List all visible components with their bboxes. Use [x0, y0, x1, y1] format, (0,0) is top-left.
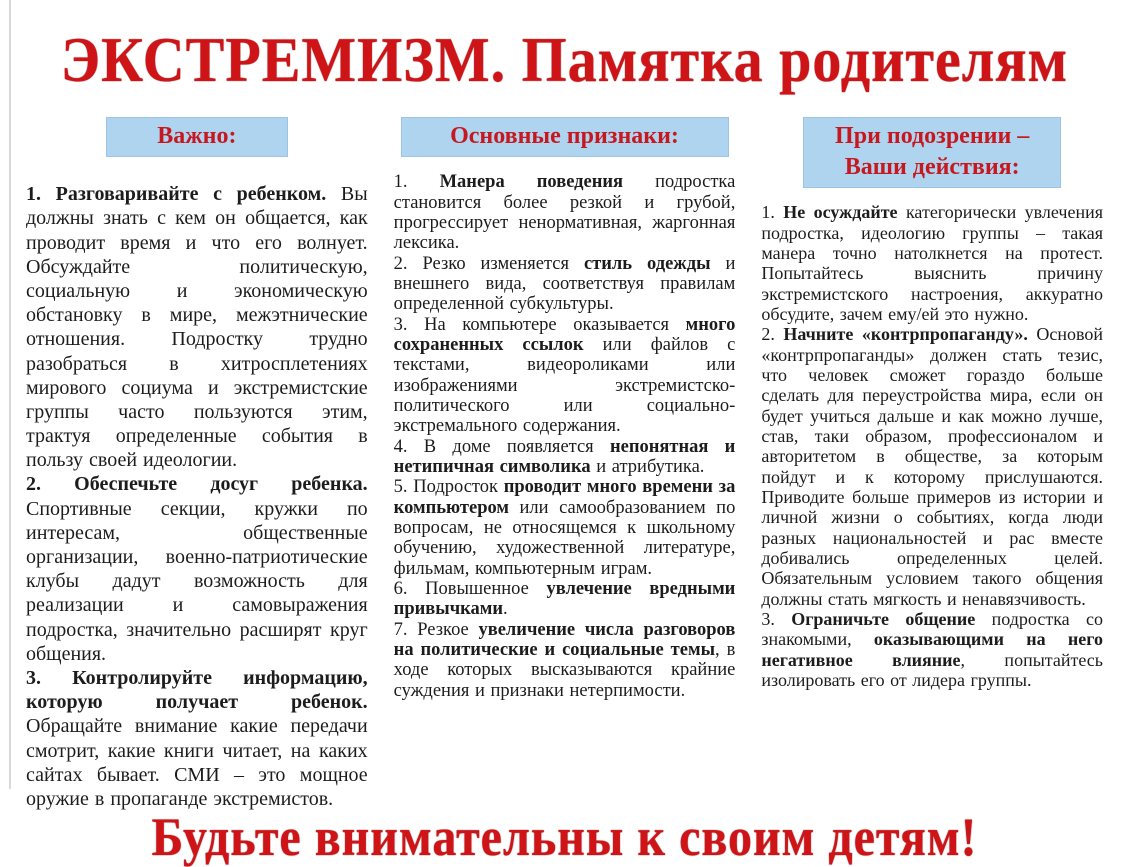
- poster-footer: Будьте внимательны к своим детям!: [151, 807, 978, 867]
- paragraph: 5. Подросток проводит много времени за компьютером или самообразованием по вопросам, не относящемся к школьному обучению, художественной литературе, фильмам, компьютерным играм.: [393, 477, 736, 579]
- column-header-important: Важно:: [107, 118, 287, 156]
- paragraph: 1. Не осуждайте категорически увлечения подростка, идеологию группы – такая манера точно натолкнется на протест. Попытайтесь выяснить причину экстремистского настроения, аккуратно обсудите, зачем ему/ей это нужно.: [761, 202, 1104, 325]
- paragraph: 1. Разговаривайте с ребенком. Вы должны знать с кем он общается, как проводит время и что его волнует. Обсуждайте политическую, социальную и экономическую обстановку в мире, межэтнические отношения. Подростку трудно разобраться в хитросплетениях мирового социума и экстремистские группы часто пользуются этим, трактуя определенные события в пользу своей идеологии.: [26, 183, 368, 472]
- column-signs: [394, 118, 736, 811]
- poster-title: ЭКСТРЕМИЗМ. Памятка родителям: [60, 23, 1069, 96]
- column-body-signs: [394, 172, 736, 701]
- column-important: [26, 118, 368, 811]
- column-body-actions: [761, 202, 1103, 690]
- paragraph: 2. Обеспечьте досуг ребенка. Спортивные секции, кружки по интересам, общественные организации, военно-патриотические клубы дадут возможность для реализации и самовыражения подростка, значительно расширят круг общения.: [26, 473, 368, 665]
- column-body-important: [26, 182, 368, 811]
- paragraph: 7. Резкое увеличение числа разговоров на политические и социальные темы, в ходе которых высказываются крайние суждения и признаки нетерпимости.: [393, 619, 736, 701]
- paragraph: 6. Повышенное увлечение вредными привычками.: [393, 579, 736, 620]
- paragraph: 1. Манера поведения подростка становится более резкой и грубой, прогрессирует ненормативная, жаргонная лексика.: [393, 172, 736, 254]
- paragraph: 3. Контролируйте информацию, которую получает ребенок. Обращайте внимание какие передачи смотрит, какие книги читает, на каких сайтах бывает. СМИ – это мощное оружие в пропаганде экстремистов.: [26, 666, 368, 810]
- column-actions: [761, 118, 1103, 811]
- column-header-actions: При подозрении – Ваши действия:: [804, 118, 1060, 187]
- paragraph: 3. На компьютере оказывается много сохраненных ссылок или файлов с текстами, видеороликами или изображениями экстремистско-политического или социально-экстремального содержания.: [393, 314, 736, 437]
- paragraph: 2. Начните «контрпропаганду». Основой «контрпропаганды» должен стать тезис, что человек сможет гораздо больше сделать для переустройства мира, если он будет учиться дальше и как можно лучше, став, таки образом, профессионалом и авторитетом в обществе, за которым пойдут и к которому прислушаются. Приводите больше примеров из истории и личной жизни о событиях, когда люди разных национальностей и рас вместе добивались определенных целей. Обязательным условием такого общения должны стать мягкость и ненавязчивость.: [761, 324, 1104, 609]
- paragraph: 3. Ограничьте общение подростка со знакомыми, оказывающими на него негативное влияние, попытайтесь изолировать его от лидера группы.: [761, 608, 1104, 690]
- columns-container: [26, 118, 1103, 811]
- column-header-signs: Основные признаки:: [402, 118, 728, 156]
- scan-edge-line: [9, 0, 11, 789]
- paragraph: 2. Резко изменяется стиль одежды и внешнего вида, соответствуя правилам определенной субкультуры.: [393, 253, 736, 315]
- paragraph: 4. В доме появляется непонятная и нетипичная символика и атрибутика.: [393, 436, 736, 477]
